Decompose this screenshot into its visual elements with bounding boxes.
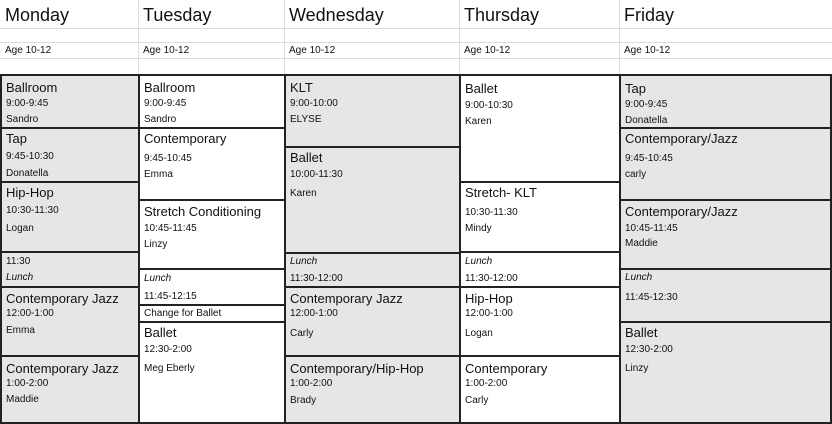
instructor-name: Maddie [6,394,39,405]
class-name: Contemporary/Jazz [625,131,738,146]
instructor-name: Karen [290,188,317,199]
age-group-label[interactable]: Age 10-12 [143,45,190,56]
instructor-name: Sandro [6,114,39,125]
class-time: 11:30 [6,256,31,267]
class-time: 12:00-1:00 [290,308,338,319]
class-time: 10:30-11:30 [6,205,59,216]
instructor-name: Logan [465,328,493,339]
class-block[interactable] [284,146,461,254]
grid-line [0,58,832,59]
lunch-label: Lunch [290,256,318,267]
day-header-tuesday[interactable]: Tuesday [143,5,212,25]
lunch-label: Lunch [144,273,172,284]
class-time: 9:00-9:45 [6,98,49,109]
age-group-label[interactable]: Age 10-12 [289,45,336,56]
class-name: Ballet [144,325,177,340]
class-time: 9:45-10:45 [144,153,192,164]
class-time: 9:00-9:45 [144,98,187,109]
instructor-name: Brady [290,395,317,406]
class-block[interactable] [284,286,461,357]
class-time: 9:00-9:45 [625,99,668,110]
class-time: 9:00-10:00 [290,98,338,109]
class-name: Ballet [625,325,658,340]
class-name: Ballroom [6,80,58,95]
class-name: Contemporary [465,361,548,376]
class-block[interactable] [0,181,140,253]
class-time: 11:45-12:30 [625,292,678,303]
class-time: 10:45-11:45 [625,223,678,234]
instructor-name: Linzy [144,239,168,250]
class-name: Contemporary/Hip-Hop [290,361,424,376]
class-block[interactable] [284,252,461,288]
instructor-name: ELYSE [290,114,322,125]
class-time: 9:45-10:30 [6,151,54,162]
class-block[interactable] [619,127,832,201]
class-block[interactable] [284,355,461,424]
class-block[interactable] [138,74,286,129]
instructor-name: Carly [465,395,489,406]
class-block[interactable] [0,127,140,183]
class-name: Tap [6,131,27,146]
class-name: KLT [290,80,313,95]
class-time: 10:00-11:30 [290,169,343,180]
instructor-name: Carly [290,328,314,339]
instructor-name: Emma [6,325,35,336]
class-block[interactable] [138,321,286,424]
class-name: Stretch- KLT [465,185,538,200]
lunch-label: Lunch [6,272,34,283]
class-name: Hip-Hop [6,185,54,200]
class-time: 10:45-11:45 [144,223,197,234]
class-time: 1:00-2:00 [290,378,333,389]
class-time: 1:00-2:00 [6,378,49,389]
instructor-name: Emma [144,169,173,180]
lunch-label: Lunch [465,256,493,267]
class-name: Contemporary/Jazz [625,204,738,219]
instructor-name: Donatella [6,168,49,179]
class-name: Contemporary Jazz [6,361,119,376]
class-name: Contemporary Jazz [6,291,119,306]
instructor-name: Logan [6,223,34,234]
class-time: 9:45-10:45 [625,153,673,164]
age-group-label[interactable]: Age 10-12 [5,45,52,56]
class-block[interactable] [619,74,832,129]
class-name: Ballet [290,150,323,165]
age-group-label[interactable]: Age 10-12 [464,45,511,56]
class-block[interactable] [138,127,286,201]
instructor-name: Linzy [625,363,649,374]
class-time: 11:30-12:00 [465,273,518,284]
class-block[interactable] [459,251,621,288]
class-block[interactable] [0,74,140,129]
instructor-name: Meg Eberly [144,363,195,374]
instructor-name: Karen [465,116,492,127]
class-name: Hip-Hop [465,291,513,306]
class-block[interactable] [459,286,621,357]
class-name: Contemporary Jazz [290,291,403,306]
class-block[interactable] [619,268,832,323]
lunch-label: Lunch [625,272,653,283]
age-group-label[interactable]: Age 10-12 [624,45,671,56]
instructor-name: Mindy [465,223,492,234]
grid-line [0,42,832,43]
class-time: 12:30-2:00 [625,344,673,355]
class-name: Ballet [465,81,498,96]
class-block[interactable] [0,251,140,288]
instructor-name: Maddie [625,238,658,249]
class-block[interactable] [0,355,140,424]
class-time: 12:30-2:00 [144,344,192,355]
day-header-friday[interactable]: Friday [624,5,675,25]
class-block[interactable] [138,199,286,270]
day-header-monday[interactable]: Monday [5,5,70,25]
class-time: 9:00-10:30 [465,100,513,111]
class-time: 10:30-11:30 [465,207,518,218]
class-block[interactable] [459,355,621,424]
class-block[interactable] [459,181,621,253]
class-name: Contemporary [144,131,227,146]
class-time: 11:45-12:15 [144,291,197,302]
class-time: 12:00-1:00 [465,308,513,319]
class-block[interactable] [284,74,461,148]
class-time: 12:00-1:00 [6,308,54,319]
class-time: 11:30-12:00 [290,273,343,284]
grid-line [0,28,832,29]
class-time: 1:00-2:00 [465,378,508,389]
instructor-name: Donatella [625,115,668,126]
class-block[interactable] [619,199,832,270]
class-block[interactable] [0,286,140,357]
class-name: Ballroom [144,80,196,95]
class-block[interactable] [619,321,832,424]
class-block[interactable] [459,74,621,183]
class-name: Stretch Conditioning [144,204,262,219]
instructor-name: Change for Ballet [144,308,222,319]
day-header-thursday[interactable]: Thursday [464,5,540,25]
instructor-name: Sandro [144,114,177,125]
class-name: Tap [625,81,646,96]
class-block[interactable] [138,268,286,306]
day-header-wednesday[interactable]: Wednesday [289,5,384,25]
instructor-name: carly [625,169,647,180]
